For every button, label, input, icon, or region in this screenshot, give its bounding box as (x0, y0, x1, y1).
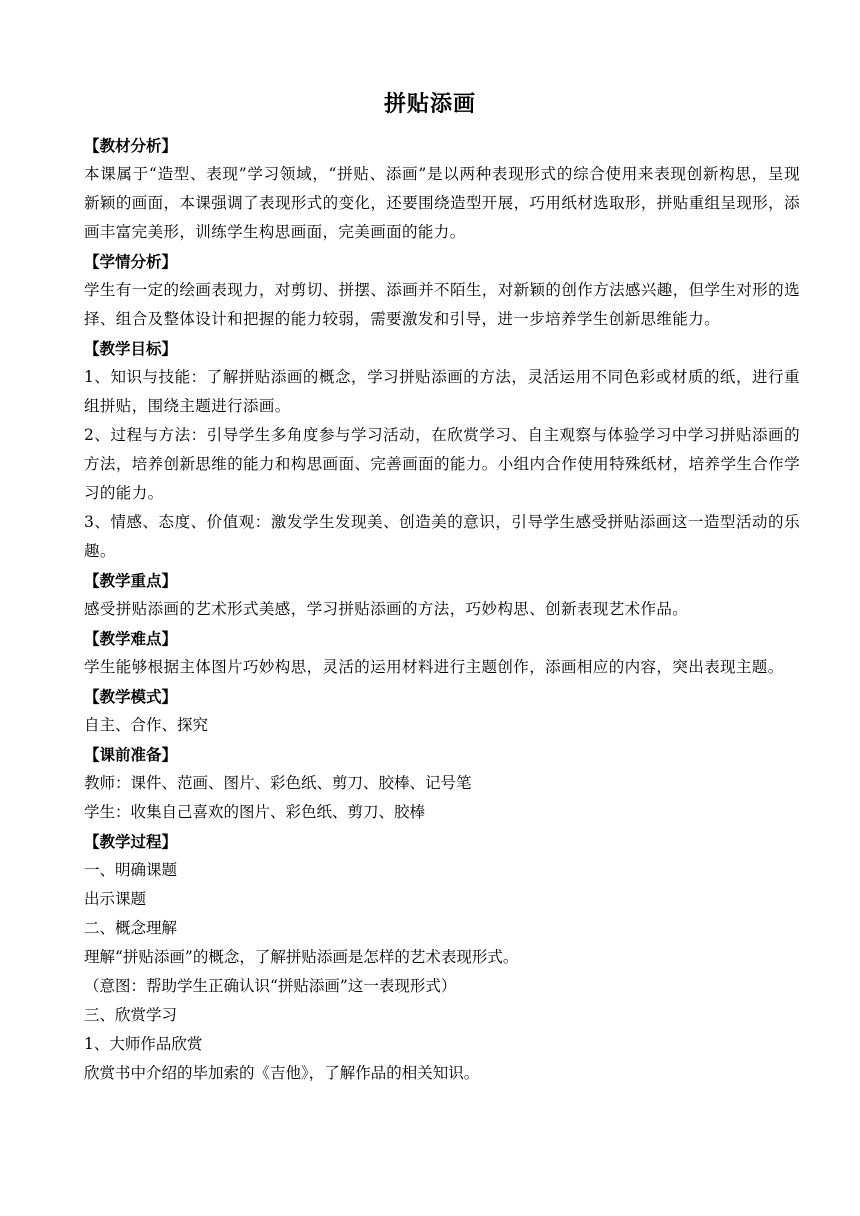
step-1-text: 出示课题 (84, 890, 147, 908)
step-2-text: 理解“拼贴添画”的概念，了解拼贴添画是怎样的艺术表现形式。 (84, 948, 519, 966)
step-3-subtitle: 1、大师作品欣赏 (84, 1035, 203, 1053)
prep-teacher: 教师：课件、范画、图片、彩色纸、剪刀、胶棒、记号笔 (84, 774, 472, 792)
document-body (84, 131, 800, 1088)
prep-heading: 【课前准备】 (84, 745, 178, 764)
difficult-heading: 【教学难点】 (84, 629, 178, 648)
process-heading: 【教学过程】 (84, 832, 178, 851)
prep-student: 学生：收集自己喜欢的图片、彩色纸、剪刀、胶棒 (84, 803, 426, 821)
goal-process: 2、过程与方法：引导学生多角度参与学习活动，在欣赏学习、自主观察与体验学习中学习拼贴添画的方法，培养创新思维的能力和构思画面、完善画面的能力。小组内合作使用特殊纸材，培养学生合作学习的能力。 (84, 426, 800, 502)
goals-heading: 【教学目标】 (84, 339, 178, 358)
analysis-text: 本课属于“造型、表现”学习领域，“拼贴、添画”是以两种表现形式的综合使用来表现创新构思，呈现新颖的画面，本课强调了表现形式的变化，还要围绕造型开展，巧用纸材选取形，拼贴重组呈现形，添画丰富完美形，训练学生构思画面，完美画面的能力。 (84, 165, 800, 241)
goal-knowledge: 1、知识与技能：了解拼贴添画的概念，学习拼贴添画的方法，灵活运用不同色彩或材质的纸，进行重组拼贴，围绕主题进行添画。 (84, 368, 800, 415)
step-3-title: 三、欣赏学习 (84, 1006, 178, 1024)
key-text: 感受拼贴添画的艺术形式美感，学习拼贴添画的方法，巧妙构思、创新表现艺术作品。 (84, 600, 689, 618)
step-3-text: 欣赏书中介绍的毕加索的《吉他》，了解作品的相关知识。 (84, 1064, 480, 1082)
step-1-title: 一、明确课题 (84, 861, 178, 879)
mode-text: 自主、合作、探究 (84, 716, 209, 734)
difficult-text: 学生能够根据主体图片巧妙构思，灵活的运用材料进行主题创作，添画相应的内容，突出表现主题。 (84, 658, 784, 676)
step-2-note: （意图：帮助学生正确认识“拼贴添画”这一表现形式） (84, 977, 457, 995)
student-text: 学生有一定的绘画表现力，对剪切、拼摆、添画并不陌生，对新颖的创作方法感兴趣，但学生对形的选择、组合及整体设计和把握的能力较弱，需要激发和引导，进一步培养学生创新思维能力。 (84, 281, 800, 328)
analysis-heading: 【教材分析】 (84, 136, 178, 155)
student-heading: 【学情分析】 (84, 252, 178, 271)
document-title: 拼贴添画 (383, 91, 476, 117)
key-heading: 【教学重点】 (84, 571, 178, 590)
step-2-title: 二、概念理解 (84, 919, 178, 937)
goal-emotion: 3、情感、态度、价值观：激发学生发现美、创造美的意识，引导学生感受拼贴添画这一造型活动的乐趣。 (84, 513, 800, 560)
mode-heading: 【教学模式】 (84, 687, 178, 706)
